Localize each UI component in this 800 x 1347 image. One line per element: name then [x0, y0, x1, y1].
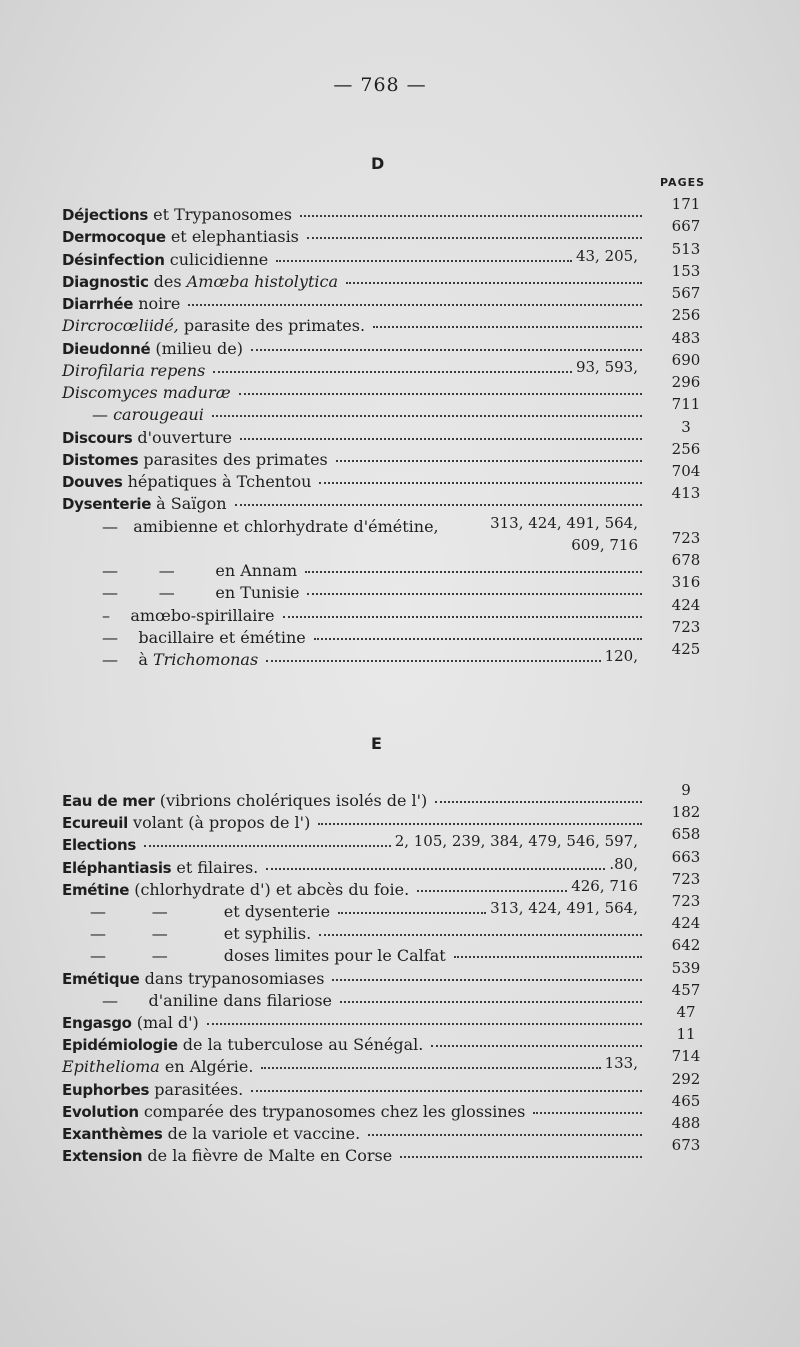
entry-description: et elephantiasis — [165, 227, 299, 247]
dot-leader — [454, 956, 642, 958]
entry-description: d'ouverture — [132, 427, 232, 447]
entry-description: — — en Tunisie — [102, 583, 300, 603]
entry-page-number: 153 — [671, 261, 701, 280]
dot-leader — [276, 260, 572, 262]
index-entry — [62, 605, 642, 627]
entry-text — [62, 1145, 392, 1167]
entry-text — [62, 1123, 360, 1145]
entry-text — [62, 1012, 199, 1034]
dot-leader — [251, 349, 642, 351]
entry-text — [62, 1034, 423, 1056]
entry-text — [62, 293, 180, 315]
entry-text — [90, 923, 311, 945]
entry-heading: Eléphantiasis — [62, 858, 172, 877]
entry-page-number: 424 — [671, 914, 701, 933]
entry-heading: Diagnostic — [62, 272, 149, 291]
entry-page-number: 182 — [671, 803, 701, 822]
entry-description: (milieu de) — [150, 338, 243, 358]
index-entry — [62, 582, 642, 604]
index-entry — [62, 1123, 642, 1145]
entry-page-number: 723 — [671, 528, 701, 547]
dot-leader — [235, 504, 642, 506]
entry-text — [62, 790, 427, 812]
index-entry — [62, 535, 642, 560]
dot-leader — [239, 393, 642, 395]
entry-page-number: 723 — [671, 892, 701, 910]
entry-italic-term: Trichomonas — [152, 650, 259, 669]
entry-page-number: 667 — [671, 217, 701, 236]
entry-text — [102, 516, 439, 538]
entry-text — [62, 471, 311, 493]
entry-description: hépatiques à Tchentou — [122, 472, 312, 491]
entry-page-number: 316 — [671, 573, 701, 592]
entry-page-number: 171 — [671, 195, 701, 213]
dot-leader — [283, 616, 642, 618]
index-entry — [62, 1101, 642, 1123]
entry-page-number: 256 — [671, 439, 701, 458]
dot-leader — [314, 638, 642, 640]
entry-description: et Trypanosomes — [148, 205, 292, 224]
index-entry — [62, 204, 642, 226]
entry-italic-term: Amœba histolytica — [186, 271, 338, 291]
dot-leader — [305, 571, 642, 573]
index-entry — [62, 923, 642, 945]
entry-description: parasite des primates. — [178, 316, 366, 336]
entry-text — [102, 582, 299, 604]
entry-page-number: 413 — [671, 484, 701, 503]
entry-text — [62, 427, 232, 449]
entry-italic-term: Dircrocœliidé, — [62, 316, 179, 336]
dot-leader — [307, 593, 642, 595]
entry-page-number: 663 — [671, 847, 701, 866]
dot-leader — [336, 460, 642, 462]
index-entry — [62, 404, 642, 426]
entry-page-number: 256 — [671, 306, 701, 325]
entry-page-number: 704 — [671, 462, 701, 480]
dot-leader — [266, 660, 601, 662]
entry-description: – amœbo-spirillaire — [102, 605, 275, 625]
dot-leader — [240, 438, 642, 440]
entry-heading: Dysenterie — [62, 495, 152, 514]
entry-text — [62, 315, 365, 337]
entry-italic-term: Dirofilaria repens — [62, 360, 206, 380]
index-entry — [62, 271, 642, 293]
entry-inline-pages: 133, — [604, 1054, 638, 1073]
index-entry — [62, 338, 642, 360]
entry-text — [62, 857, 258, 879]
entry-page-number: 714 — [671, 1047, 701, 1066]
entry-description: — — [92, 405, 114, 425]
entry-description: (vibrions cholériques isolés de l') — [154, 791, 428, 810]
entry-italic-term: carougeaui — [113, 405, 204, 425]
index-entry — [62, 357, 642, 382]
entry-description: — à — [102, 650, 153, 669]
index-entry — [62, 1034, 642, 1056]
dot-leader — [212, 415, 642, 417]
entry-inline-pages: 120, — [604, 647, 638, 665]
dot-leader — [373, 326, 642, 328]
entry-text — [62, 338, 243, 360]
entry-page-number: 3 — [681, 417, 691, 436]
dot-leader — [266, 868, 605, 870]
entry-description: à Saïgon — [151, 494, 227, 514]
page-number: — 768 — — [333, 74, 427, 96]
index-entry — [62, 968, 642, 990]
entry-heading: Elections — [62, 836, 136, 855]
entry-description: parasites des primates — [138, 449, 328, 469]
entry-description: — — et syphilis. — [90, 924, 312, 944]
dot-leader — [346, 282, 642, 284]
entry-page-number: 465 — [671, 1091, 701, 1110]
entry-heading: Extension — [62, 1147, 143, 1166]
section-letter-e: E — [371, 734, 382, 753]
index-entry — [62, 315, 642, 337]
entry-text — [62, 1079, 243, 1101]
entry-page-number: 296 — [671, 373, 701, 391]
index-entry — [62, 854, 642, 879]
entry-heading: Exanthèmes — [62, 1125, 163, 1143]
entry-text — [62, 226, 299, 248]
index-entry — [62, 945, 642, 967]
index-entry — [62, 649, 642, 671]
index-entry — [62, 790, 642, 812]
index-entry — [62, 449, 642, 471]
entry-page-number: 47 — [676, 1003, 696, 1021]
entry-text — [62, 879, 409, 901]
entry-text — [62, 1101, 525, 1123]
entry-heading: Désinfection — [62, 250, 165, 269]
index-entry — [62, 901, 642, 923]
entry-text — [62, 449, 328, 471]
entry-page-number: 723 — [671, 869, 701, 888]
entry-inline-pages: 43, 205, — [575, 246, 638, 265]
dot-leader — [368, 1134, 642, 1136]
entry-inline-pages: 313, 424, 491, 564, — [490, 513, 638, 532]
entry-italic-term: Epithelioma — [62, 1057, 160, 1077]
index-entry — [62, 427, 642, 449]
entry-inline-pages: 426, 716 — [571, 876, 638, 895]
entry-text — [102, 627, 306, 649]
entry-text — [62, 249, 268, 271]
entry-text — [62, 1056, 253, 1078]
entry-description: — — et dysenterie — [90, 902, 331, 921]
dot-leader — [188, 304, 642, 306]
entry-description: (chlorhydrate d') et abcès du foie. — [129, 879, 410, 899]
dot-leader — [300, 215, 642, 217]
entry-page-number: 457 — [671, 980, 701, 999]
index-entry — [62, 1079, 642, 1101]
dot-leader — [533, 1112, 642, 1114]
entry-italic-term: Discomyces maduræ — [62, 383, 231, 402]
entry-page-number: 711 — [671, 395, 701, 414]
entry-text — [62, 493, 227, 515]
index-entry — [62, 246, 642, 271]
entry-page-number: 513 — [671, 239, 701, 258]
entry-text — [92, 404, 204, 426]
entry-heading: Discours — [62, 428, 133, 447]
entry-page-number: 488 — [671, 1114, 701, 1132]
dot-leader — [318, 823, 642, 825]
section-letter-d: D — [371, 154, 385, 173]
index-entry — [62, 1056, 642, 1078]
entry-heading: Douves — [62, 473, 123, 491]
entry-inline-pages: 2, 105, 239, 384, 479, 546, 597, — [394, 832, 638, 851]
dot-leader — [332, 979, 642, 981]
dot-leader — [307, 237, 642, 239]
entry-heading: Ecureuil — [62, 814, 128, 833]
entry-page-number: 642 — [671, 936, 701, 955]
entry-page-number: 483 — [671, 328, 701, 347]
dot-leader — [417, 890, 567, 892]
entry-text — [62, 834, 136, 856]
entry-heading: Diarrhée — [62, 295, 134, 313]
entry-description: parasitées. — [149, 1079, 244, 1099]
entry-page-number: 292 — [671, 1069, 701, 1088]
entry-page-number: 425 — [671, 640, 701, 658]
entry-description: — amibienne et chlorhydrate d'émétine, — [102, 516, 439, 536]
entry-text — [62, 360, 205, 382]
index-entry — [62, 293, 642, 315]
dot-leader — [319, 934, 642, 936]
index-entry — [62, 627, 642, 649]
entry-description: des — [148, 271, 187, 291]
dot-leader — [251, 1090, 642, 1092]
entry-description: (mal d') — [131, 1013, 199, 1032]
entry-text — [62, 271, 338, 293]
entry-description: comparée des trypanosomes chez les glossines — [138, 1101, 526, 1121]
entry-text — [62, 812, 310, 834]
entry-description: — bacillaire et émétine — [102, 627, 306, 647]
entry-heading: Déjections — [62, 206, 149, 224]
dot-leader — [207, 1023, 642, 1025]
entry-page-number: 567 — [671, 284, 701, 302]
entry-heading: Dieudonné — [62, 339, 151, 358]
dot-leader — [213, 371, 572, 373]
dot-leader — [340, 1001, 642, 1003]
dot-leader — [338, 912, 486, 914]
index-entry — [62, 560, 642, 582]
entry-description: volant (à propos de l') — [127, 813, 311, 833]
entry-page-number: 678 — [671, 551, 701, 569]
dot-leader — [319, 482, 642, 484]
entry-description: — d'aniline dans filariose — [102, 990, 332, 1010]
entry-page-number: 539 — [671, 958, 701, 977]
entry-heading: Euphorbes — [62, 1080, 150, 1099]
entry-heading: Eau de mer — [62, 792, 155, 810]
entry-heading: Epidémiologie — [62, 1036, 178, 1055]
entry-description: et filaires. — [171, 857, 259, 877]
dot-leader — [144, 845, 391, 847]
index-entry — [62, 382, 642, 404]
entry-inline-pages: .80, — [609, 854, 638, 873]
index-entry — [62, 471, 642, 493]
entry-inline-pages: 609, 716 — [571, 535, 638, 554]
pages-column-header: PAGES — [660, 176, 706, 189]
entry-page-number: 690 — [671, 350, 701, 369]
entry-text — [102, 560, 297, 582]
entry-heading: Dermocoque — [62, 228, 166, 247]
entry-page-number: 673 — [671, 1136, 701, 1155]
entry-description: de la tuberculose au Sénégal. — [177, 1035, 424, 1055]
entry-heading: Emétine — [62, 880, 130, 899]
index-entry — [62, 1012, 642, 1034]
entry-text — [62, 968, 324, 990]
dot-leader — [400, 1156, 642, 1158]
dot-leader — [435, 801, 642, 803]
entry-description: de la fièvre de Malte en Corse — [142, 1146, 393, 1166]
entry-heading: Engasgo — [62, 1014, 132, 1032]
entry-description: culicidienne — [164, 249, 269, 269]
entry-inline-pages: 93, 593, — [575, 357, 638, 376]
entry-description: — — doses limites pour le Calfat — [90, 946, 446, 966]
entry-page-number: 424 — [671, 595, 701, 614]
entry-heading: Distomes — [62, 450, 139, 469]
index-entry — [62, 513, 642, 538]
entry-text — [62, 204, 292, 226]
entry-heading: Evolution — [62, 1102, 139, 1121]
entry-page-number: 9 — [681, 781, 691, 799]
entry-text — [102, 649, 258, 671]
entry-text — [62, 382, 231, 404]
index-entry — [62, 834, 642, 856]
entry-inline-pages: 313, 424, 491, 564, — [490, 899, 638, 917]
entry-page-number: 658 — [671, 825, 701, 844]
entry-text — [90, 901, 330, 923]
entry-description: — — en Annam — [102, 561, 298, 580]
dot-leader — [261, 1067, 601, 1069]
entry-page-number: 11 — [676, 1025, 696, 1044]
index-entry — [62, 226, 642, 248]
index-entry — [62, 1145, 642, 1167]
index-entry — [62, 990, 642, 1012]
entry-description: noire — [133, 294, 181, 313]
entry-description: en Algérie. — [159, 1057, 254, 1077]
entry-description: de la variole et vaccine. — [162, 1124, 361, 1143]
entry-text — [90, 945, 446, 967]
entry-text — [102, 990, 332, 1012]
entry-page-number: 723 — [671, 617, 701, 636]
entry-text — [102, 605, 275, 627]
entry-heading: Emétique — [62, 969, 140, 988]
dot-leader — [431, 1045, 642, 1047]
entry-description: dans trypanosomiases — [139, 968, 325, 988]
